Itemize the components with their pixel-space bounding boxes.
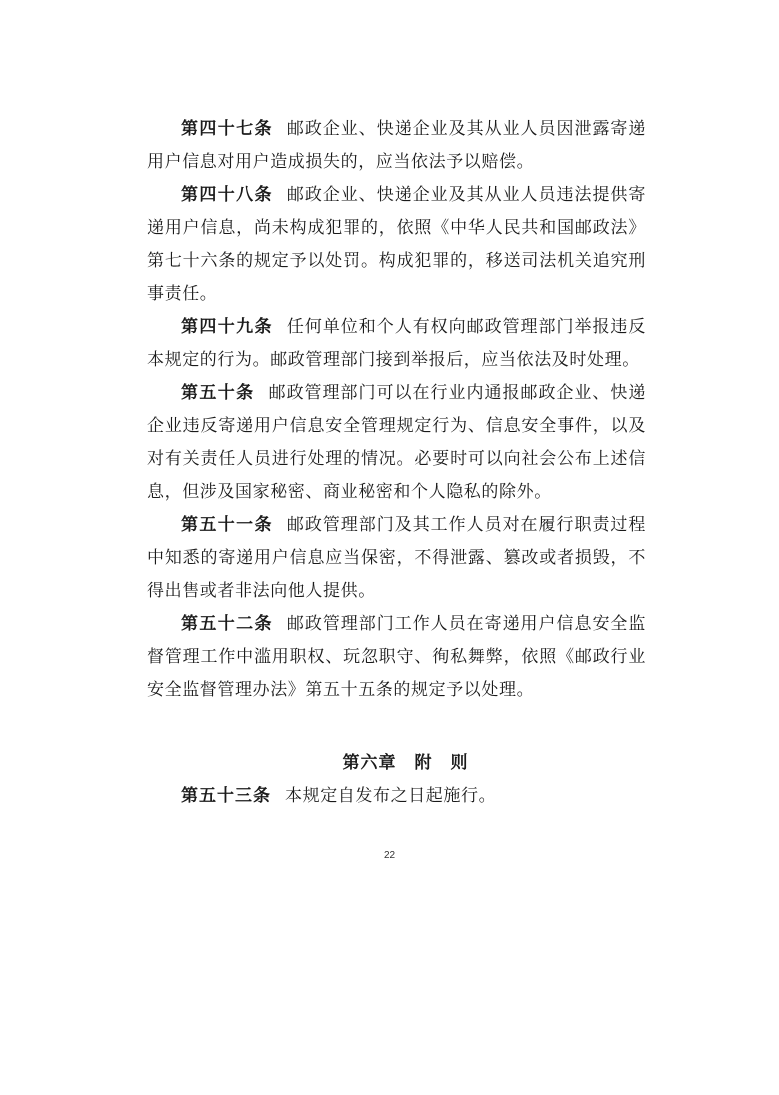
article-53 [147, 780, 646, 813]
article-label: 第五十三条 [181, 786, 271, 806]
page-number: 22 [383, 850, 396, 861]
article-label: 第四十八条 [181, 185, 273, 205]
article-51 [147, 509, 646, 608]
article-text: 邮政管理部门工作人员在寄递用户信息安全监督管理工作中滥用职权、玩忽职守、徇私舞弊，依照《邮政行业安全监督管理办法》第五十五条的规定予以处理。 [147, 614, 646, 700]
article-48 [147, 179, 646, 311]
chapter-heading [147, 747, 646, 780]
article-50 [147, 377, 646, 509]
article-52 [147, 608, 646, 707]
article-label: 第四十七条 [181, 119, 273, 139]
article-label: 第五十条 [181, 383, 255, 403]
article-label: 第四十九条 [181, 317, 273, 337]
article-text: 邮政管理部门可以在行业内通报邮政企业、快递企业违反寄递用户信息安全管理规定行为、信息安全事件，以及对有关责任人员进行处理的情况。必要时可以向社会公布上述信息，但涉及国家秘密、商业秘密和个人隐私的除外。 [147, 383, 647, 502]
article-label: 第五十二条 [181, 614, 273, 634]
chapter-title: 附 则 [414, 753, 469, 773]
article-text: 邮政管理部门及其工作人员对在履行职责过程中知悉的寄递用户信息应当保密，不得泄露、篡改或者损毁，不得出售或者非法向他人提供。 [147, 515, 646, 601]
article-text: 邮政企业、快递企业及其从业人员违法提供寄递用户信息，尚未构成犯罪的，依照《中华人民共和国邮政法》第七十六条的规定予以处罚。构成犯罪的，移送司法机关追究刑事责任。 [147, 185, 646, 304]
article-text: 邮政企业、快递企业及其从业人员因泄露寄递用户信息对用户造成损失的，应当依法予以赔偿。 [147, 119, 646, 172]
article-label: 第五十一条 [181, 515, 273, 535]
article-47 [147, 113, 646, 179]
article-49 [147, 311, 646, 377]
chapter-number: 第六章 [342, 753, 397, 773]
article-text: 任何单位和个人有权向邮政管理部门举报违反本规定的行为。邮政管理部门接到举报后，应当依法及时处理。 [147, 317, 646, 370]
article-text: 本规定自发布之日起施行。 [285, 786, 497, 806]
